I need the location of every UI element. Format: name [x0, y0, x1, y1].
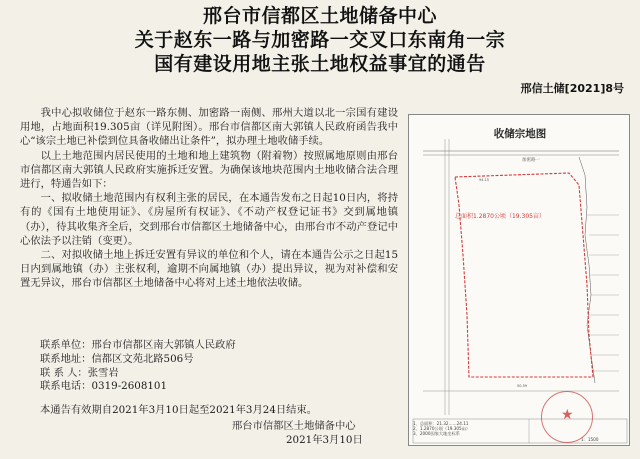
parcel-map-drawing	[409, 115, 631, 447]
legend-line-2: 2、1.2870公顷（19.305亩）	[413, 426, 471, 432]
title-line-1: 邢台市信都区土地储备中心	[202, 5, 437, 27]
map-area-label: 总面积1.2870公顷（19.305亩）	[455, 213, 545, 220]
paragraph-1: 我中心拟收储位于赵东一路东侧、加密路一南侧、邢州大道以北一宗国有建设用地，占地面积19.305亩（详见附图）。邢台市信都区南大郭镇人民政府函告我中心“该宗土地已补偿到位具备收储出让条件”，拟办理土地收储手续。	[20, 107, 398, 148]
seal-star-icon: ★	[561, 407, 574, 423]
contact-phone: 联系电话：0319-2608101	[40, 380, 168, 393]
contact-address: 联系地址：信都区文苑北路506号	[40, 352, 194, 365]
signature-org: 邢台市信都区土地储备中心	[232, 420, 356, 432]
map-dim-label: 94.15	[479, 178, 490, 182]
map-neighbor-boundary	[579, 157, 595, 383]
signature-date: 2021年3月10日	[286, 434, 363, 446]
contact-info	[40, 339, 236, 394]
legend-line-1: 1、总面积：21.32......24.11	[413, 421, 469, 426]
legend-line-3: 3、2000国家大地坐标系	[413, 431, 460, 437]
paragraph-3: 一、拟收储土地范围内有权利主张的居民，在本通告发布之日起10日内，将持有的《国有土地使用证》、《房屋所有权证》、《不动产权登记证书》交到属地镇（办），待其收集齐全后，交到邢台市信都区土地储备中心，由邢台市不动产登记中心依法予以注销（变更）。	[20, 192, 398, 247]
map-road-label: 加密路一	[522, 158, 540, 163]
notice-title	[0, 4, 640, 76]
paragraph-4: 二、对拟收储土地上拆迁安置有异议的单位和个人，请在本通告公示之日起15日内到属地镇（办）主张权利，逾期不向属地镇（办）提出异议，视为对补偿和安置无异议，邢台市信都区土地储备中心将对上述土地依法收储。	[20, 249, 398, 290]
contact-unit: 联系单位：邢台市信都区南大郭镇人民政府	[40, 339, 236, 351]
title-line-2: 关于赵东一路与加密路一交叉口东南角一宗	[134, 29, 506, 51]
document-number: 邢信土储[2021]8号	[520, 82, 624, 95]
map-parcel-boundary	[455, 173, 593, 377]
map-legend	[413, 421, 627, 445]
paragraph-2: 以上土地范围内居民使用的土地和地上建筑物（附着物）按照属地原则由邢台市信都区南大郭镇人民政府实施拆迁安置。为确保该地块范围内土地收储合法合理进行，特通告如下：	[20, 149, 398, 191]
notice-body	[20, 106, 398, 291]
map-title: 收储宗地图	[493, 128, 547, 140]
contact-person: 联 系 人：张雪岩	[40, 366, 119, 379]
title-line-3: 国有建设用地主张土地权益事宜的通告	[154, 53, 486, 75]
validity-period: 本通告有效期自2021年3月10日起至2021年3月24日结束。	[40, 404, 318, 416]
parcel-map	[408, 114, 630, 446]
map-right-parcels	[587, 215, 619, 371]
legend-scale: 1：1500	[581, 437, 599, 442]
map-dim-label: 50.59	[517, 384, 528, 388]
